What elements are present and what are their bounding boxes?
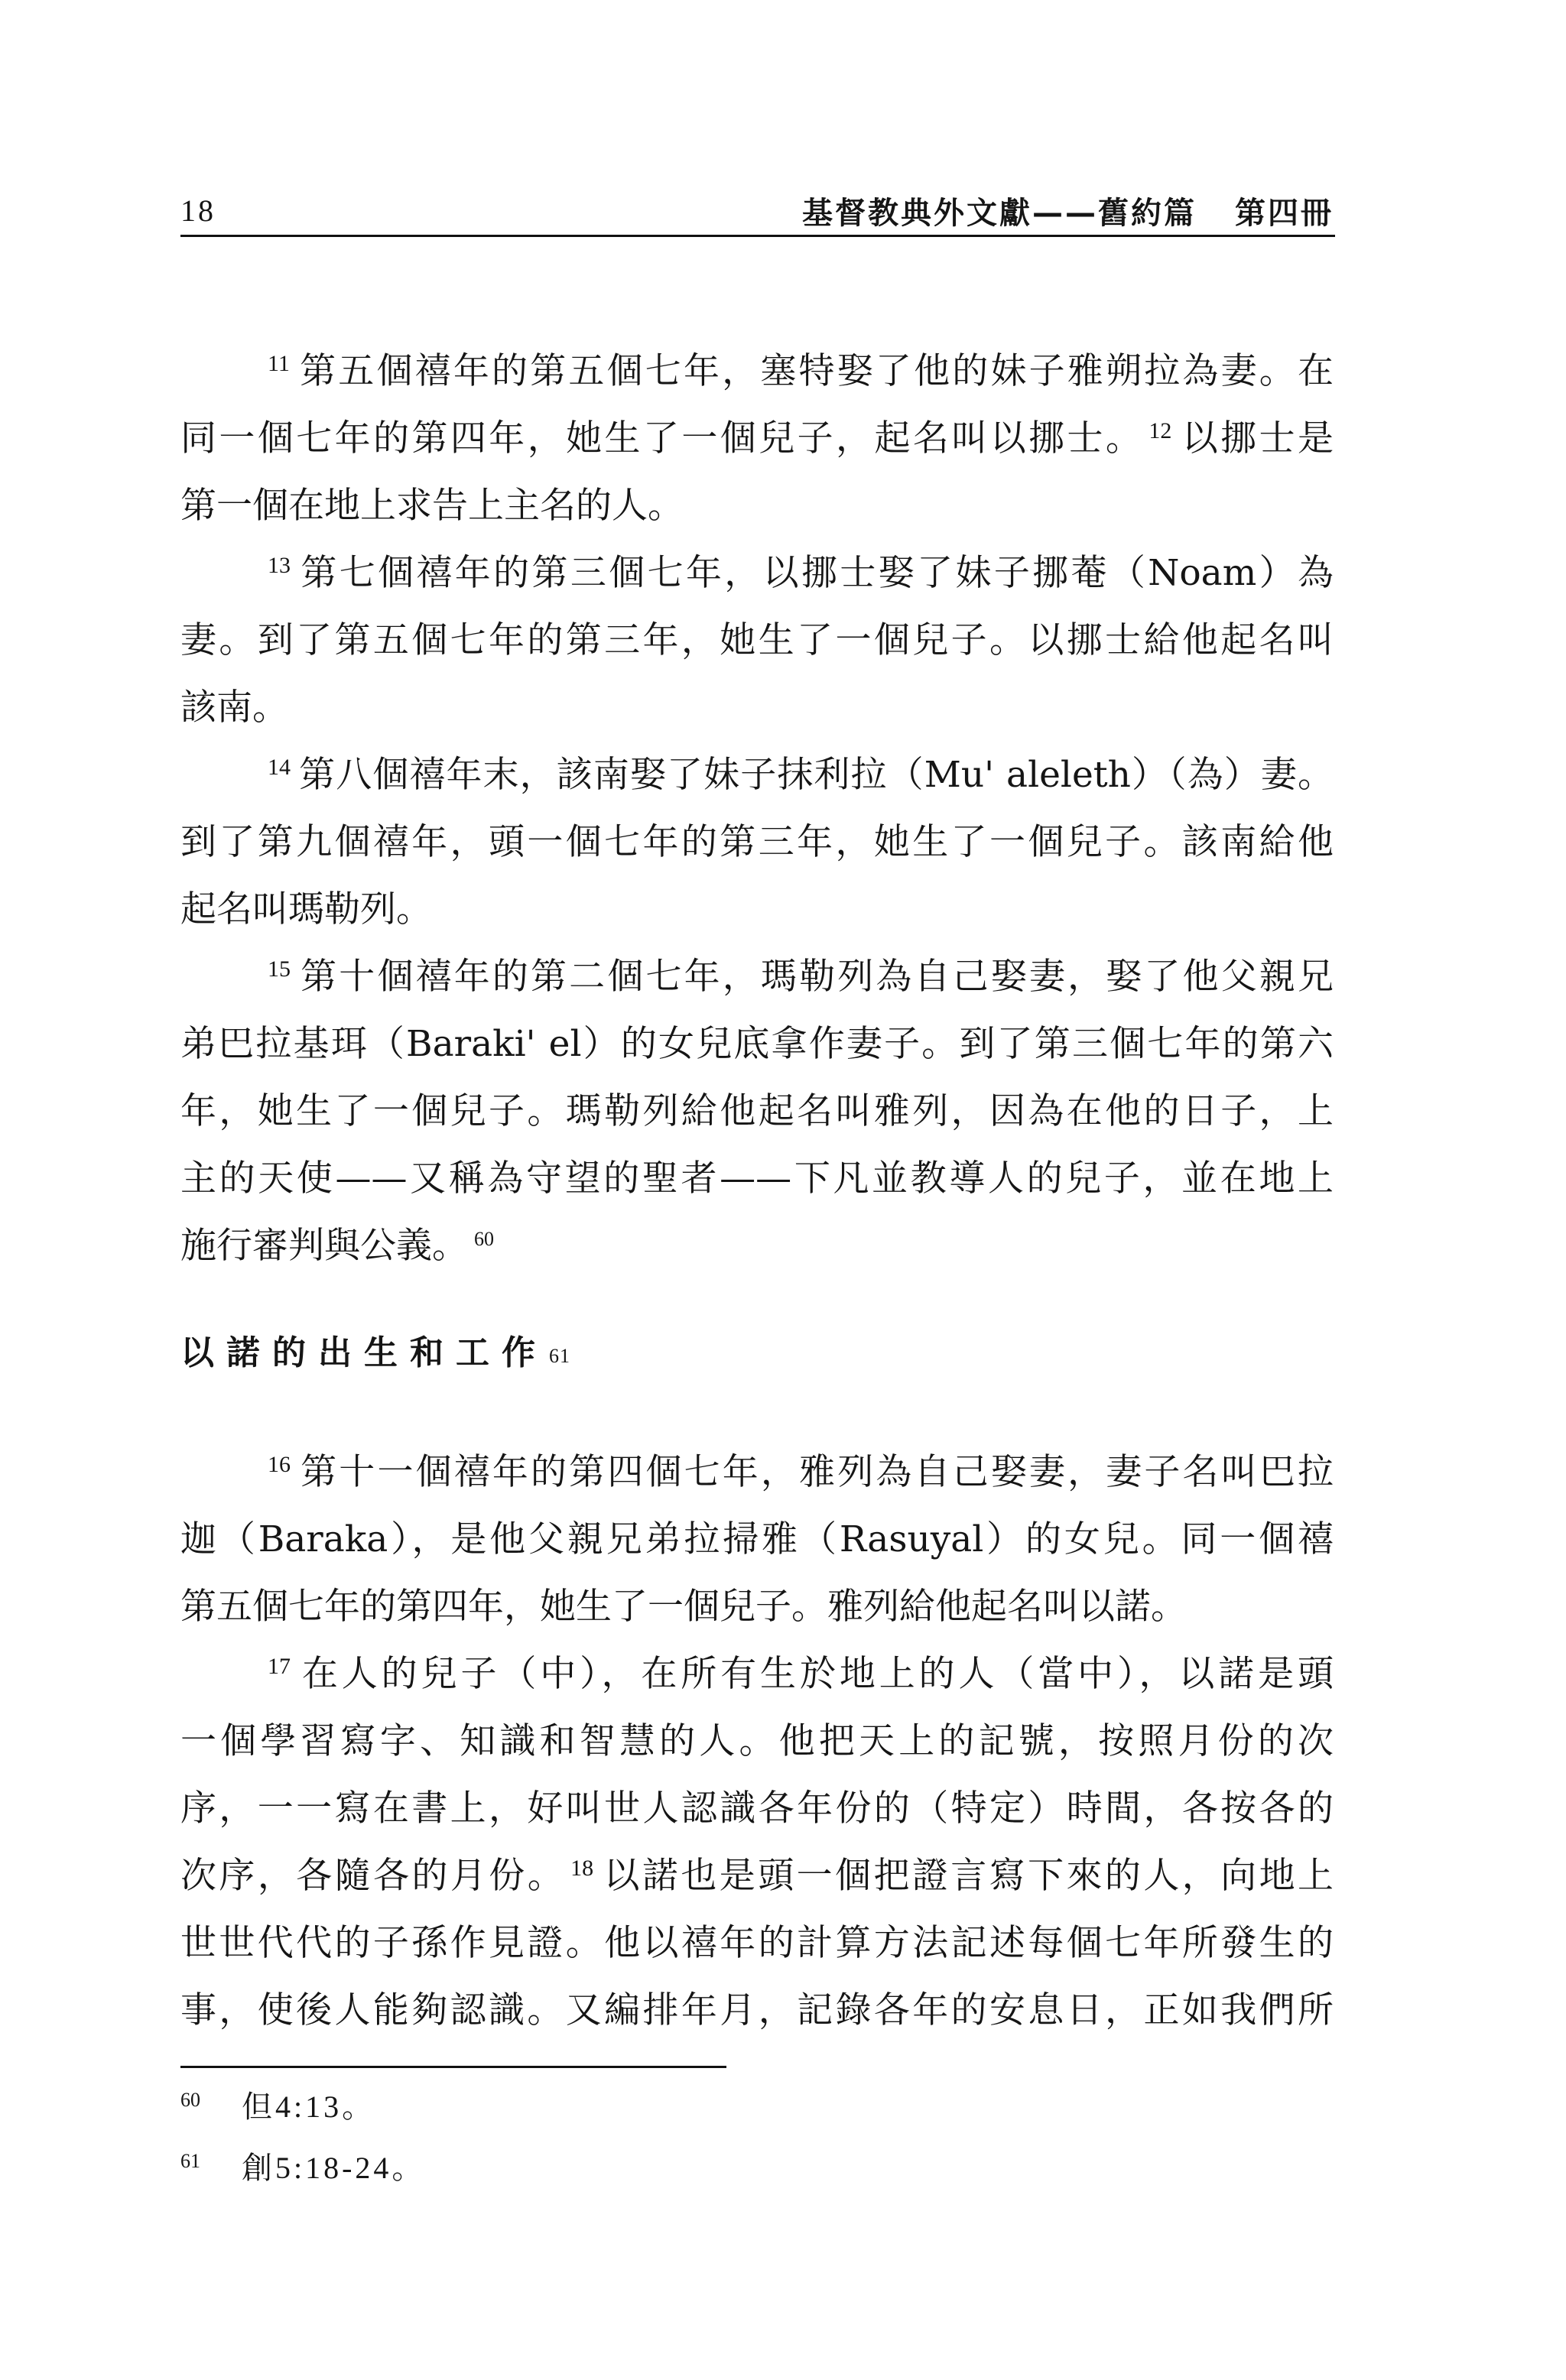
verse-number: 18 [570,1856,594,1881]
header-rule [180,235,1335,237]
line-text: 第一個在地上求告上主名的人。 [180,485,684,527]
line-text: 一個學習寫字、知識和智慧的人。他把天上的記號，按照月份的次 [180,1720,1334,1762]
line-text: 第十個禧年的第二個七年，瑪勒列為自己娶妻，娶了他父親兄 [298,956,1334,998]
text-line [180,1573,1334,1641]
text-line [180,607,1334,674]
text-line [180,1708,1334,1775]
line-text: 年，她生了一個兒子。瑪勒列給他起名叫雅列，因為在他的日子，上 [180,1090,1334,1132]
line-text: 施行審判與公義。 [180,1225,468,1267]
text-line [180,1641,1334,1708]
footnote [180,2076,1334,2138]
text-line [180,1011,1334,1078]
line-text: 起名叫瑪勒列。 [180,888,432,930]
line-text: 序，一一寫在書上，好叫世人認識各年份的（特定）時間，各按各的 [180,1787,1334,1830]
text-line [180,1439,1334,1506]
footnote-ref: 60 [474,1228,494,1250]
text-line [180,1078,1334,1145]
text-line [180,742,1334,809]
line-text: 以挪士是 [1179,417,1334,459]
footnotes [180,2076,1334,2199]
line-text: 世世代代的子孫作見證。他以禧年的計算方法記述每個七年所發生的 [180,1922,1334,1964]
verse-number: 12 [1149,418,1172,443]
line-text: 第七個禧年的第三個七年，以挪士娶了妹子挪菴（Noam）為 [298,552,1334,594]
verse-number: 11 [268,351,290,376]
line-text: 妻。到了第五個七年的第三年，她生了一個兒子。以挪士給他起名叫 [180,619,1334,661]
verse-number: 16 [268,1452,291,1477]
running-head-right [802,189,1334,232]
line-text: 該南。 [180,687,288,729]
line-text: 以諾也是頭一個把證言寫下來的人，向地上 [601,1855,1334,1897]
line-text: 事，使後人能夠認識。又編排年月，記錄各年的安息日，正如我們所 [180,1989,1334,2031]
text-line [180,943,1334,1011]
text-line [180,540,1334,607]
text-line [180,338,1334,405]
line-text: 第八個禧年末，該南娶了妹子抹利拉（Mu' aleleth）（為）妻。 [298,754,1334,796]
text-line [180,472,1334,540]
footnote-ref: 61 [549,1345,570,1367]
paragraph [180,943,1334,1280]
body-text [180,338,1334,1280]
paragraph [180,338,1334,540]
line-text: 第五個禧年的第五個七年，塞特娶了他的妹子雅朔拉為妻。在 [297,350,1334,392]
section-heading [180,1280,1334,1439]
text-line [180,809,1334,876]
text-line [180,1145,1334,1213]
section-heading-title: 以諾的出生和工作 [180,1333,547,1372]
footnote-rule [180,2066,726,2068]
paragraph [180,1641,1334,2044]
footnote-number: 61 [180,2150,200,2172]
text-line [180,1910,1334,1977]
body-text [180,1439,1334,2044]
paragraph [180,1439,1334,1641]
verse-number: 14 [268,755,291,780]
text-line [180,674,1334,742]
verse-number: 13 [268,553,291,578]
line-text: 弟巴拉基珥（Baraki' el）的女兒底拿作妻子。到了第三個七年的第六 [180,1023,1334,1065]
verse-number: 17 [268,1654,291,1679]
text-line [180,1977,1334,2044]
footnote-text: 但4:13。 [242,2089,376,2124]
footnote-text: 創5:18-24。 [242,2151,426,2185]
text-line [180,1843,1334,1910]
paragraph [180,742,1334,943]
text-line [180,876,1334,943]
running-header [180,187,1334,235]
line-text: 第五個七年的第四年，她生了一個兒子。雅列給他起名叫以諾。 [180,1586,1187,1628]
line-text: 迦（Baraka），是他父親兄弟拉掃雅（Rasuyal）的女兒。同一個禧 [180,1518,1334,1560]
footnote [180,2138,1334,2199]
footnote-number: 60 [180,2089,200,2111]
running-title: 基督教典外文獻——舊約篇 [802,196,1197,231]
volume-label: 第四冊 [1235,196,1334,231]
page-number: 18 [180,193,216,228]
verse-number: 15 [268,956,291,982]
line-text: 在人的兒子（中），在所有生於地上的人（當中），以諾是頭 [298,1653,1334,1695]
text-line [180,1213,1334,1280]
line-text: 到了第九個禧年，頭一個七年的第三年，她生了一個兒子。該南給他 [180,821,1334,863]
line-text: 第十一個禧年的第四個七年，雅列為自己娶妻，妻子名叫巴拉 [298,1451,1334,1493]
line-text: 同一個七年的第四年，她生了一個兒子，起名叫以挪士。 [180,417,1145,459]
text-line [180,1506,1334,1573]
line-text: 次序，各隨各的月份。 [180,1855,567,1897]
line-text: 主的天使——又稱為守望的聖者——下凡並教導人的兒子，並在地上 [180,1158,1334,1200]
text-line [180,405,1334,472]
text-line [180,1775,1334,1843]
paragraph [180,540,1334,742]
